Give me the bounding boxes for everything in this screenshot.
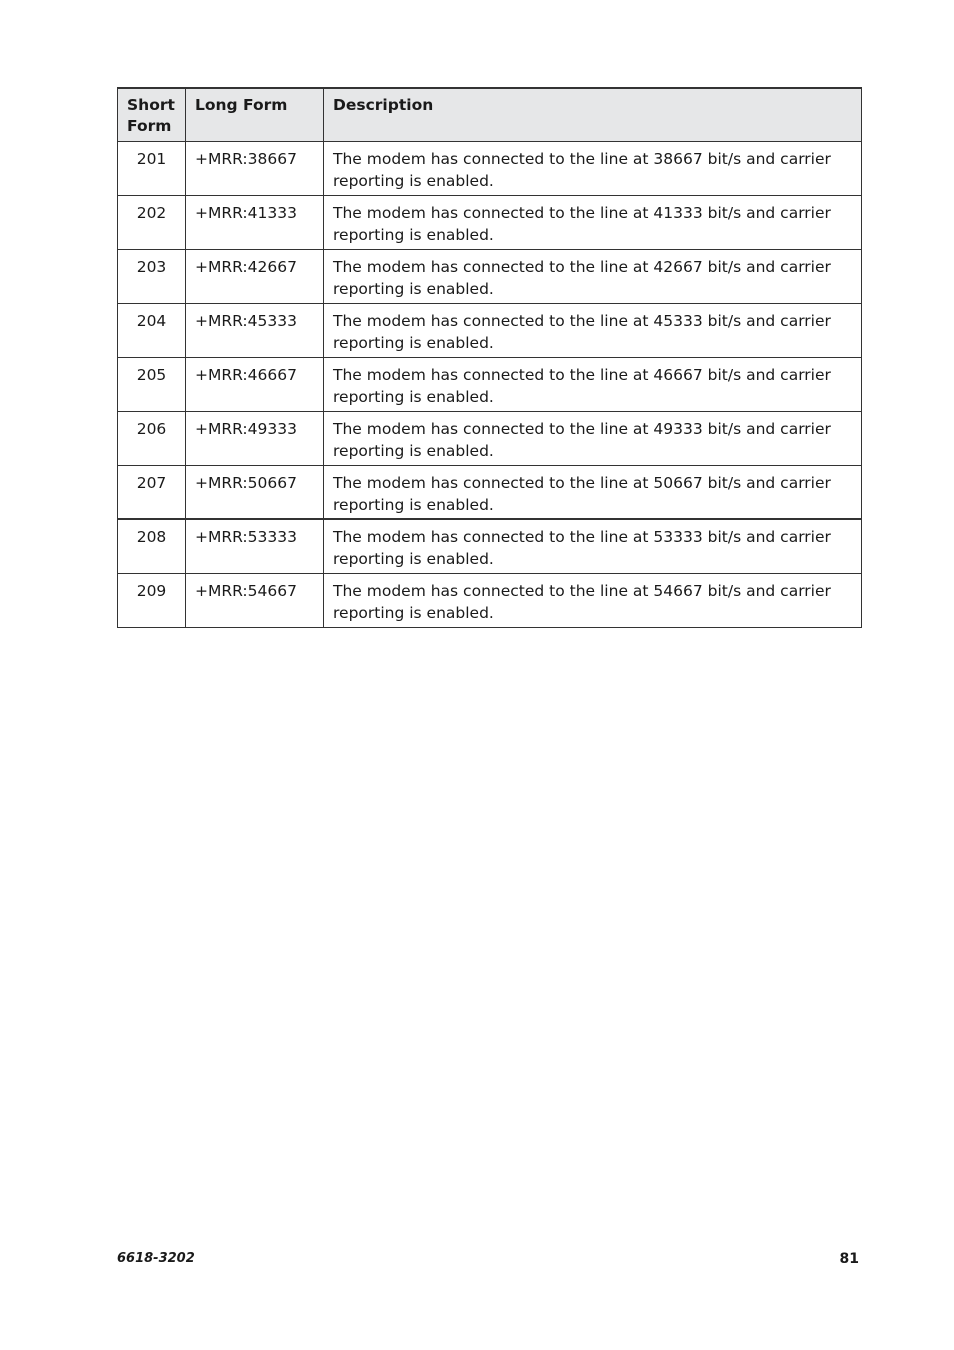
cell-description: The modem has connected to the line at 53333 bit/s and carrier reporting is enabled. [324, 519, 862, 573]
cell-short-form: 206 [118, 411, 186, 465]
header-long-form: Long Form [186, 88, 324, 141]
table-row [118, 195, 862, 249]
result-codes-table [117, 87, 862, 628]
cell-long-form: +MRR:49333 [186, 411, 324, 465]
cell-long-form: +MRR:41333 [186, 195, 324, 249]
cell-short-form: 209 [118, 573, 186, 627]
cell-short-form: 201 [118, 141, 186, 195]
cell-description: The modem has connected to the line at 38667 bit/s and carrier reporting is enabled. [324, 141, 862, 195]
page-number: 81 [839, 1251, 859, 1267]
cell-description: The modem has connected to the line at 41333 bit/s and carrier reporting is enabled. [324, 195, 862, 249]
cell-long-form: +MRR:50667 [186, 465, 324, 519]
cell-long-form: +MRR:53333 [186, 519, 324, 573]
table-row [118, 141, 862, 195]
cell-description: The modem has connected to the line at 49333 bit/s and carrier reporting is enabled. [324, 411, 862, 465]
cell-short-form: 208 [118, 519, 186, 573]
table-row [118, 519, 862, 573]
cell-short-form: 202 [118, 195, 186, 249]
cell-long-form: +MRR:38667 [186, 141, 324, 195]
cell-long-form: +MRR:54667 [186, 573, 324, 627]
table-header-row [118, 88, 862, 141]
document-number: 6618-3202 [117, 1251, 195, 1266]
table-row [118, 573, 862, 627]
table-row [118, 465, 862, 519]
cell-long-form: +MRR:46667 [186, 357, 324, 411]
cell-description: The modem has connected to the line at 46667 bit/s and carrier reporting is enabled. [324, 357, 862, 411]
cell-description: The modem has connected to the line at 54667 bit/s and carrier reporting is enabled. [324, 573, 862, 627]
cell-short-form: 204 [118, 303, 186, 357]
cell-short-form: 203 [118, 249, 186, 303]
cell-long-form: +MRR:45333 [186, 303, 324, 357]
table-row [118, 249, 862, 303]
cell-description: The modem has connected to the line at 45333 bit/s and carrier reporting is enabled. [324, 303, 862, 357]
cell-short-form: 205 [118, 357, 186, 411]
cell-short-form: 207 [118, 465, 186, 519]
table-row [118, 303, 862, 357]
table-row [118, 357, 862, 411]
header-description: Description [324, 88, 862, 141]
table-row [118, 411, 862, 465]
header-short-form: Short Form [118, 88, 186, 141]
cell-long-form: +MRR:42667 [186, 249, 324, 303]
cell-description: The modem has connected to the line at 42667 bit/s and carrier reporting is enabled. [324, 249, 862, 303]
cell-description: The modem has connected to the line at 50667 bit/s and carrier reporting is enabled. [324, 465, 862, 519]
